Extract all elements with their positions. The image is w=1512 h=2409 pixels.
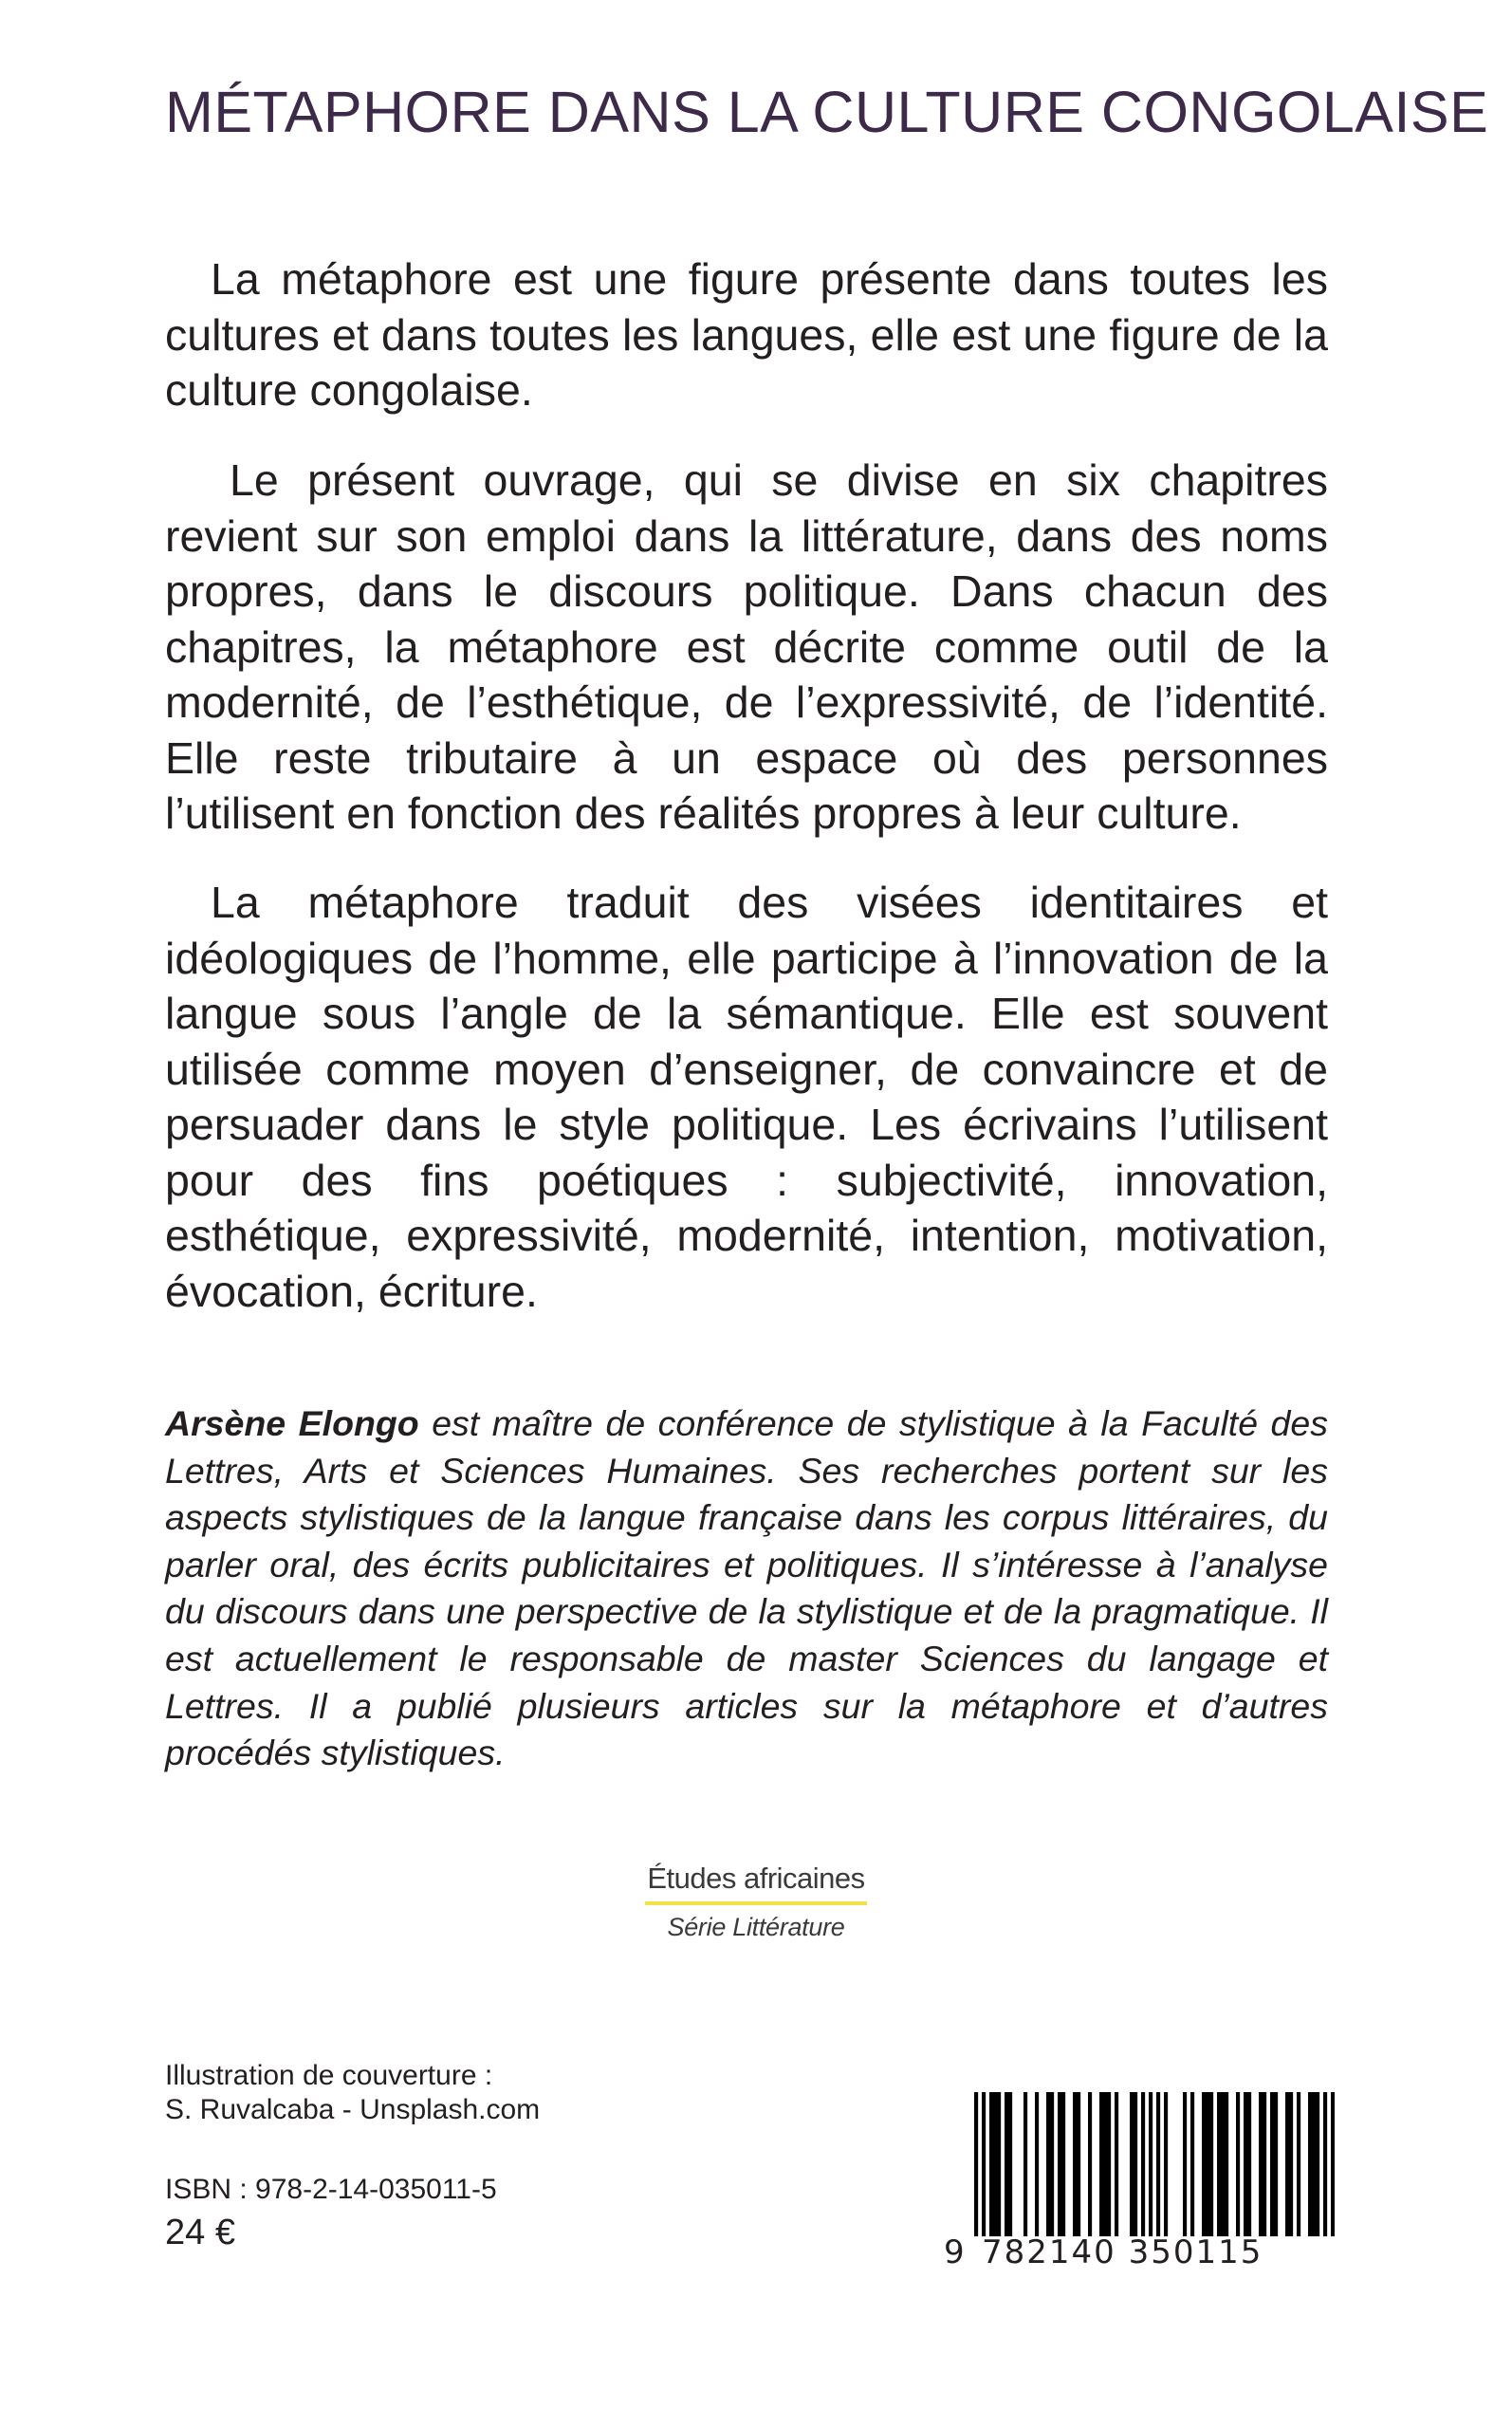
- price: 24 €: [165, 2213, 235, 2252]
- barcode-first-digit: 9: [944, 2233, 967, 2271]
- author-name: Arsène Elongo: [165, 1403, 419, 1443]
- barcode-bar: [1209, 2092, 1213, 2236]
- barcode-bar: [1183, 2092, 1187, 2236]
- collection-name: Études africaines: [645, 1860, 866, 1905]
- barcode-bar: [1023, 2092, 1027, 2236]
- barcode-bar: [1156, 2092, 1160, 2236]
- barcode-bar: [1061, 2092, 1065, 2236]
- barcode-digits: 782140 350115: [982, 2233, 1263, 2271]
- barcode-bar: [1058, 2092, 1061, 2236]
- book-title: MÉTAPHORE DANS LA CULTURE CONGOLAISE: [165, 80, 1489, 144]
- barcode-bar: [1088, 2092, 1092, 2236]
- barcode-bar: [1077, 2092, 1080, 2236]
- barcode-bar: [1259, 2092, 1263, 2236]
- barcode-bar: [1217, 2092, 1221, 2236]
- barcode-bar: [1099, 2092, 1103, 2236]
- barcode-bar: [1274, 2092, 1278, 2236]
- barcode-bar: [1164, 2092, 1168, 2236]
- author-bio: [165, 1400, 1328, 1777]
- barcode-bar: [1289, 2092, 1293, 2236]
- summary-paragraph-3: La métaphore traduit des visées identitaires et idéologiques de l’homme, elle participe à l’innovation de la langue sous l’angle de la sémantique. Elle est souvent utilisée comme moyen d’enseigner, de convaincre et de persuader dans le style politique. Les écrivains l’utilisent pour des fins poétiques : subjectivité, innovation, esthétique, expressivité, modernité, intention, motivation, évocation, écriture.: [165, 878, 1328, 1316]
- barcode-bar: [997, 2092, 1001, 2236]
- barcode-bar: [1005, 2092, 1008, 2236]
- barcode-bar: [1103, 2092, 1107, 2236]
- barcode-bar: [1312, 2092, 1316, 2236]
- barcode-bar: [1308, 2092, 1312, 2236]
- series-name: Série Littérature: [667, 1913, 845, 1941]
- barcode-bar: [1190, 2092, 1194, 2236]
- barcode-bar: [1134, 2092, 1137, 2236]
- barcode-number: [944, 2232, 1335, 2273]
- barcode-bar: [1130, 2092, 1134, 2236]
- barcode-bar: [1285, 2092, 1289, 2236]
- barcode-bar: [1050, 2092, 1054, 2236]
- barcode-bar: [1073, 2092, 1077, 2236]
- barcode-bar: [1331, 2092, 1335, 2236]
- summary-paragraph-2: Le présent ouvrage, qui se divise en six chapitres revient sur son emploi dans la littérature, dans des noms propres, dans le discours politique. Dans chacun des chapitres, la métaphore est décrite comme outil de la modernité, de l’esthétique, de l’expressivité, de l’identité. Elle reste tributaire à un espace où des personnes l’utilisent en fonction des réalités propres à leur culture.: [165, 455, 1328, 838]
- author-bio-text: est maître de conférence de stylistique à la Faculté des Lettres, Arts et Sciences Humaines. Ses recherches portent sur les aspects stylistiques de la langue française dans les corpus littéraires, du parler oral, des écrits publicitaires et politiques. Il s’intéresse à l’analyse du discours dans une perspective de la stylistique et de la pragmatique. Il est actuellement le responsable de master Sciences du langage et Lettres. Il a publié plusieurs articles sur la métaphore et d’autres procédés stylistiques.: [165, 1403, 1328, 1773]
- barcode-bar: [1236, 2092, 1240, 2236]
- barcode-bar: [1115, 2092, 1118, 2236]
- barcode-bar: [1270, 2092, 1274, 2236]
- barcode-bar: [1244, 2092, 1247, 2236]
- barcode-bar: [1202, 2092, 1206, 2236]
- barcode-bar: [974, 2092, 978, 2236]
- barcode-bar: [1225, 2092, 1228, 2236]
- barcode-bar: [1141, 2092, 1145, 2236]
- barcode-bar: [982, 2092, 986, 2236]
- barcode-bar: [1316, 2092, 1319, 2236]
- barcode-bar: [1206, 2092, 1209, 2236]
- barcode-bar: [993, 2092, 997, 2236]
- barcode-bar: [1297, 2092, 1300, 2236]
- barcode-bar: [989, 2092, 993, 2236]
- barcode-bar: [1107, 2092, 1111, 2236]
- barcode-bar: [1008, 2092, 1012, 2236]
- barcode-bar: [1046, 2092, 1050, 2236]
- barcode: [974, 2092, 1335, 2236]
- barcode-bar: [1247, 2092, 1251, 2236]
- barcode-bar: [1035, 2092, 1039, 2236]
- barcode-bar: [1221, 2092, 1225, 2236]
- barcode-bar: [1263, 2092, 1266, 2236]
- cover-credit-value: S. Ruvalcaba - Unsplash.com: [165, 2094, 541, 2125]
- collection-block: [0, 1860, 1512, 1942]
- barcode-bar: [1149, 2092, 1152, 2236]
- cover-credit-label: Illustration de couverture :: [165, 2060, 493, 2091]
- summary-paragraph-1: La métaphore est une figure présente dans toutes les cultures et dans toutes les langues, elle est une figure de la culture congolaise.: [165, 254, 1328, 415]
- isbn: ISBN : 978-2-14-035011-5: [165, 2174, 497, 2205]
- barcode-bar: [1323, 2092, 1327, 2236]
